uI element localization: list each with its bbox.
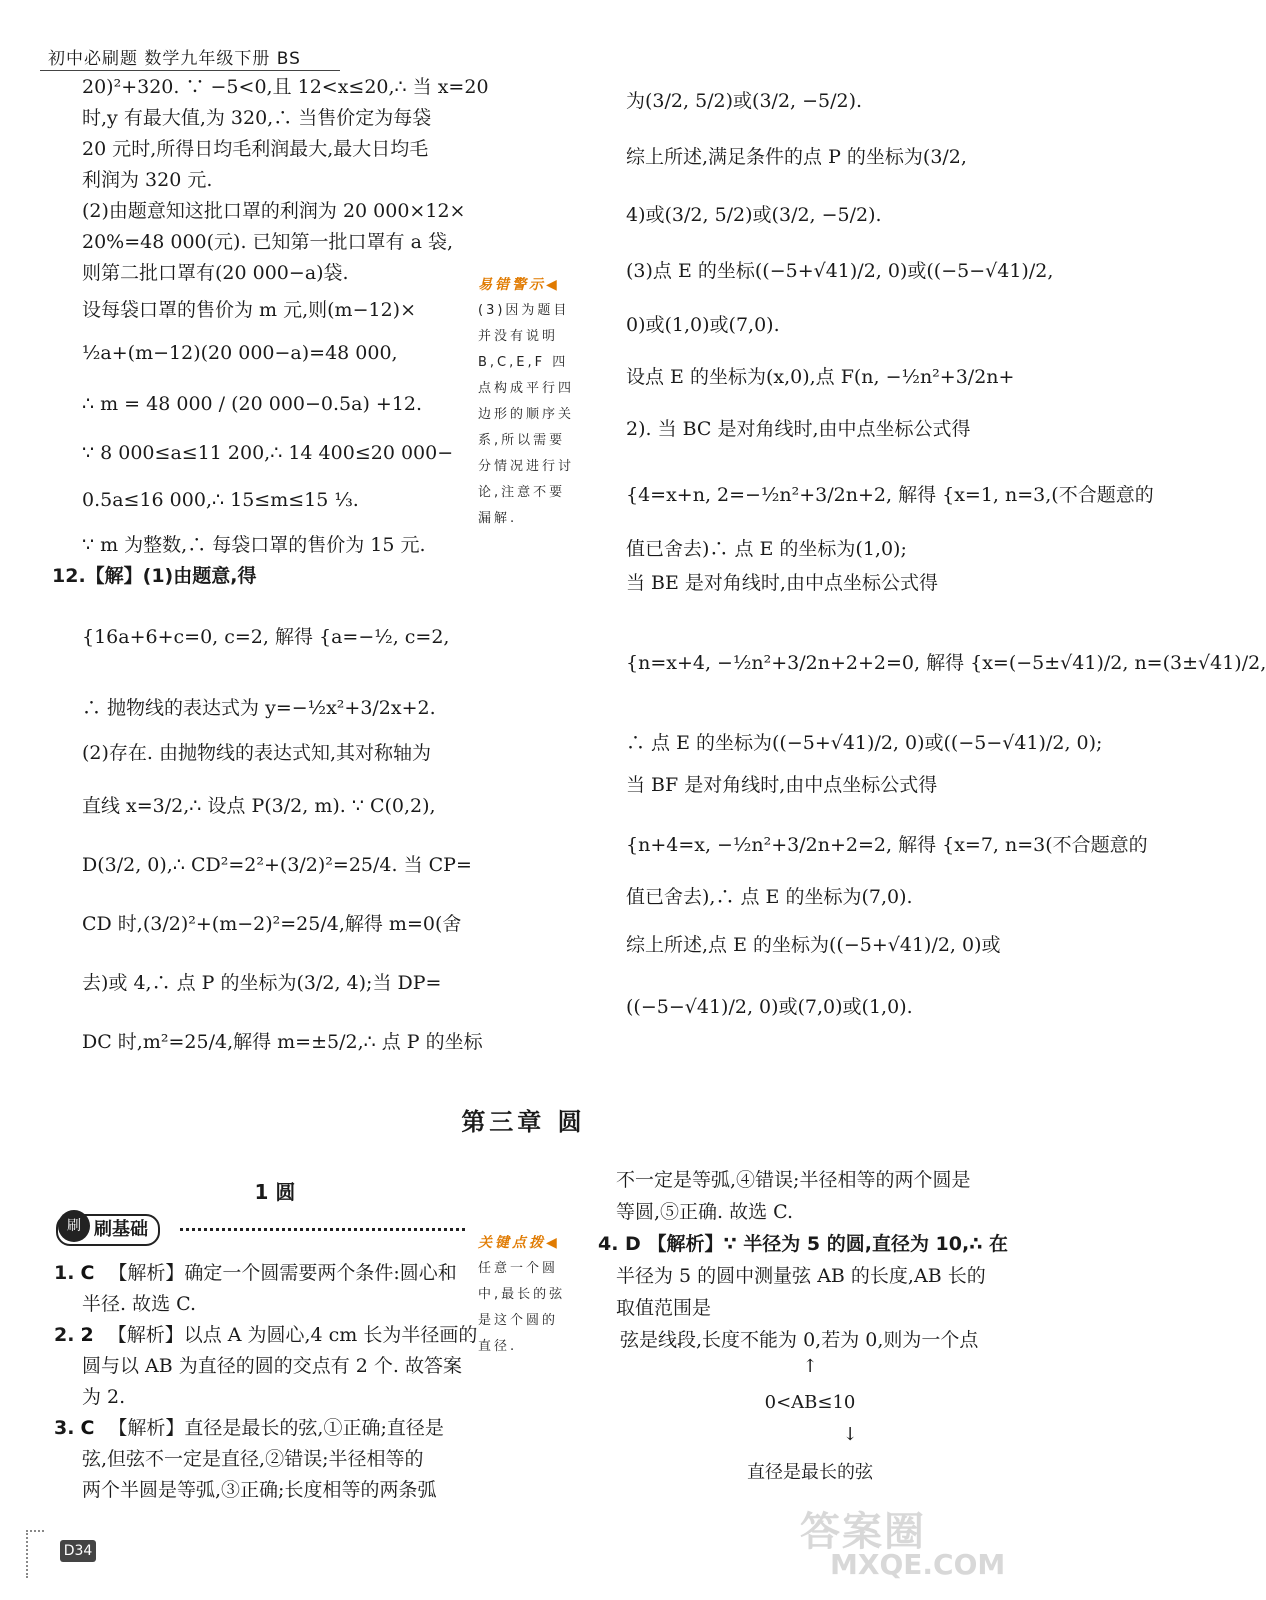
text-line: 不一定是等弧,④错误;半径相等的两个圆是 <box>616 1169 971 1191</box>
text-line: (2)由题意知这批口罩的利润为 20 000×12× <box>82 200 466 222</box>
text-line: ∵ 8 000≤a≤11 200,∴ 14 400≤20 000− <box>82 442 454 464</box>
text-line: 值已舍去)∴ 点 E 的坐标为(1,0); <box>626 538 907 560</box>
text-line: 设每袋口罩的售价为 m 元,则(m−12)× <box>82 299 416 321</box>
text-line: D(3/2, 0),∴ CD²=2²+(3/2)²=25/4. 当 CP= <box>82 854 472 876</box>
right-column <box>626 84 1266 1024</box>
text-line: ½a+(m−12)(20 000−a)=48 000, <box>82 342 398 364</box>
note-line: 漏解. <box>478 511 518 526</box>
bottom-left-column <box>54 1258 478 1506</box>
text-line: 2). 当 BC 是对角线时,由中点坐标公式得 <box>626 418 971 440</box>
text-line: 时,y 有最大值,为 320,∴ 当售价定为每袋 <box>82 107 432 129</box>
text-line: 当 BE 是对角线时,由中点坐标公式得 <box>626 572 938 594</box>
header-rule <box>40 70 340 71</box>
note-line: 中,最长的弦 <box>478 1287 566 1302</box>
note-line: 系,所以需要 <box>478 433 566 448</box>
note-line: 论,注意不要 <box>478 485 566 500</box>
chapter-title: 第三章 圆 <box>461 1108 586 1136</box>
text-line: {16a+6+c=0, c=2, 解得 {a=−½, c=2, <box>82 626 450 648</box>
error-warning-note <box>478 272 588 532</box>
text-line: {n=x+4, −½n²+3/2n+2+2=0, 解得 {x=(−5±√41)/2, n=(3±√41)/2, <box>626 652 1266 674</box>
answer-line: 两个半圆是等弧,③正确;长度相等的两条弧 <box>82 1479 437 1501</box>
note-title: 关键点拨◀ <box>478 1235 560 1251</box>
text-line: 综上所述,满足条件的点 P 的坐标为(3/2, <box>626 146 967 168</box>
text-line: 值已舍去),∴ 点 E 的坐标为(7,0). <box>626 886 913 908</box>
page-number: D34 <box>60 1540 96 1562</box>
text-line: 0)或(1,0)或(7,0). <box>626 314 780 336</box>
range-text: 0<AB≤10 <box>764 1392 856 1413</box>
text-line: 直线 x=3/2,∴ 设点 P(3/2, m). ∵ C(0,2), <box>82 795 436 817</box>
text-line: 20%=48 000(元). 已知第一批口罩有 a 袋, <box>82 231 453 253</box>
note-line: 直径. <box>478 1339 518 1354</box>
text-line: 为(3/2, 5/2)或(3/2, −5/2). <box>626 90 863 112</box>
text-line: 去)或 4,∴ 点 P 的坐标为(3/2, 4);当 DP= <box>82 972 442 994</box>
text-line: CD 时,(3/2)²+(m−2)²=25/4,解得 m=0(舍 <box>82 913 462 935</box>
text-line: 0.5a≤16 000,∴ 15≤m≤15 ⅓. <box>82 489 359 511</box>
page-corner-mark <box>26 1530 44 1578</box>
text-line: 20)²+320. ∵ −5<0,且 12<x≤20,∴ 当 x=20 <box>82 76 489 98</box>
text-line: ∴ 抛物线的表达式为 y=−½x²+3/2x+2. <box>82 697 436 719</box>
text-line: {n+4=x, −½n²+3/2n+2=2, 解得 {x=7, n=3(不合题意的 <box>626 834 1148 856</box>
section-tag: 刷基础 <box>56 1214 160 1246</box>
text-line: 设点 E 的坐标为(x,0),点 F(n, −½n²+3/2n+ <box>626 366 1015 388</box>
text-line: 则第二批口罩有(20 000−a)袋. <box>82 262 349 284</box>
flow-conclusion: 直径是最长的弦 <box>747 1462 873 1483</box>
brush-icon: 刷 <box>58 1210 90 1242</box>
problem-12-heading: 12.【解】(1)由题意,得 <box>52 565 257 587</box>
running-header: 初中必刷题 数学九年级下册 BS <box>48 49 301 69</box>
text-line: 20 元时,所得日均毛利润最大,最大日均毛 <box>82 138 429 160</box>
text-line: {4=x+n, 2=−½n²+3/2n+2, 解得 {x=1, n=3,(不合题意的 <box>626 484 1154 506</box>
text-line: ∴ m = 48 000 / (20 000−0.5a) +12. <box>82 393 423 415</box>
note-line: 点构成平行四 <box>478 381 575 396</box>
answer-line: 3. C 【解析】直径是最长的弦,①正确;直径是 <box>54 1417 444 1439</box>
text-line: 4. D 【解析】∵ 半径为 5 的圆,直径为 10,∴ 在 <box>598 1233 1009 1255</box>
text-line: 利润为 320 元. <box>82 169 213 191</box>
answer-line: 2. 2 【解析】以点 A 为圆心,4 cm 长为半径画的 <box>54 1324 478 1346</box>
up-arrow-icon: ↑ <box>802 1356 818 1377</box>
note-line: 边形的顺序关 <box>478 407 575 422</box>
note-line: 分情况进行讨 <box>478 459 575 474</box>
text-line: 取值范围是 <box>616 1297 712 1319</box>
answer-line: 1. C 【解析】确定一个圆需要两个条件:圆心和 <box>54 1262 457 1284</box>
key-point-note <box>478 1230 588 1360</box>
bottom-right-column <box>598 1164 1018 1356</box>
section-title: 1 圆 <box>254 1180 296 1204</box>
answer-line: 圆与以 AB 为直径的圆的交点有 2 个. 故答案 <box>82 1355 463 1377</box>
dotted-rule <box>180 1228 465 1231</box>
answer-line: 弦,但弦不一定是直径,②错误;半径相等的 <box>82 1448 424 1470</box>
text-line: (2)存在. 由抛物线的表达式知,其对称轴为 <box>82 742 432 764</box>
note-line: 任意一个圆 <box>478 1261 559 1276</box>
down-arrow-icon: ↓ <box>842 1424 858 1445</box>
text-line: DC 时,m²=25/4,解得 m=±5/2,∴ 点 P 的坐标 <box>82 1031 483 1053</box>
answer-line: 为 2. <box>82 1386 126 1408</box>
text-line: 弦是线段,长度不能为 0,若为 0,则为一个点 <box>620 1329 979 1351</box>
watermark-logo: 答案圈 <box>800 1509 926 1555</box>
text-line: ∴ 点 E 的坐标为((−5+√41)/2, 0)或((−5−√41)/2, 0); <box>626 732 1103 754</box>
text-line: 半径为 5 的圆中测量弦 AB 的长度,AB 长的 <box>616 1265 986 1287</box>
note-line: (3)因为题目 <box>478 303 570 318</box>
text-line: 当 BF 是对角线时,由中点坐标公式得 <box>626 774 938 796</box>
text-line: 等圆,⑤正确. 故选 C. <box>616 1201 794 1223</box>
note-line: B,C,E,F 四 <box>478 355 569 370</box>
note-line: 是这个圆的 <box>478 1313 559 1328</box>
watermark-url: MXQE.COM <box>830 1548 1006 1581</box>
note-title: 易错警示◀ <box>478 277 560 293</box>
text-line: (3)点 E 的坐标((−5+√41)/2, 0)或((−5−√41)/2, <box>626 260 1054 282</box>
text-line: 4)或(3/2, 5/2)或(3/2, −5/2). <box>626 204 882 226</box>
note-line: 并没有说明 <box>478 329 559 344</box>
left-column <box>52 72 489 1058</box>
text-line: ∵ m 为整数,∴ 每袋口罩的售价为 15 元. <box>82 534 426 556</box>
text-line: 综上所述,点 E 的坐标为((−5+√41)/2, 0)或 <box>626 934 1001 956</box>
answer-line: 半径. 故选 C. <box>82 1293 197 1315</box>
text-line: ((−5−√41)/2, 0)或(7,0)或(1,0). <box>626 996 913 1018</box>
